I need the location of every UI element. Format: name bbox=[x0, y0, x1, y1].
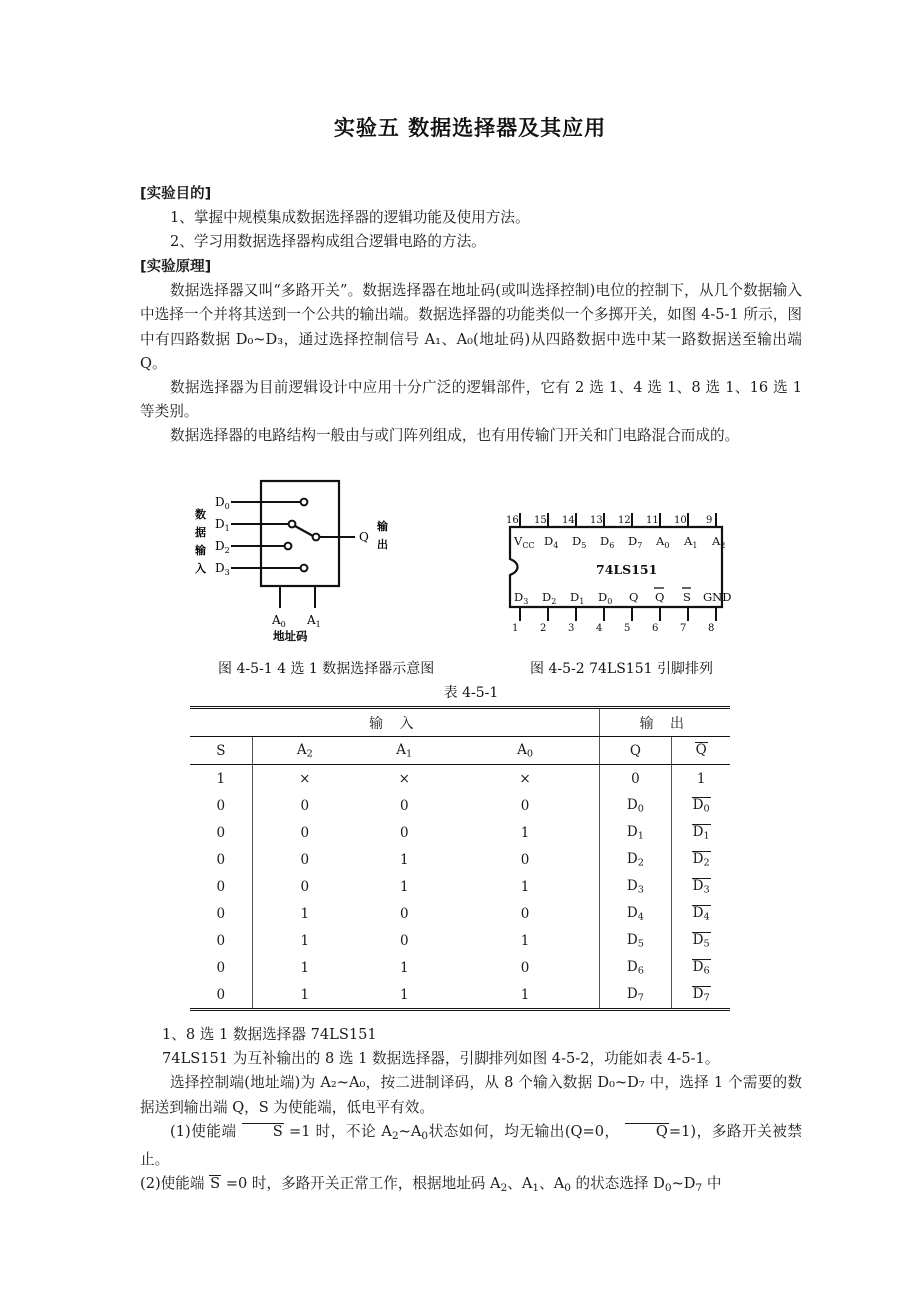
purpose-heading: [实验目的] bbox=[140, 186, 212, 202]
svg-text:1: 1 bbox=[512, 623, 519, 634]
table-row bbox=[190, 846, 730, 873]
cell-q: $D_6$ bbox=[599, 954, 672, 981]
cell-s: 0 bbox=[216, 824, 226, 841]
cell-q: 0 bbox=[599, 765, 672, 793]
svg-text:D7: $D_7$ bbox=[628, 534, 643, 550]
figure-mux-4to1 bbox=[185, 478, 415, 643]
svg-text:12: 12 bbox=[618, 515, 631, 526]
contact-d0 bbox=[301, 499, 308, 506]
cell-a1: 0 bbox=[399, 932, 409, 949]
contact-d2 bbox=[285, 543, 292, 550]
svg-text:VCC: $V_{CC}$ bbox=[514, 534, 535, 550]
lower-text-section bbox=[140, 1023, 802, 1200]
table-row bbox=[190, 927, 730, 954]
cell-s: 0 bbox=[216, 851, 226, 868]
bottom-pin-labels bbox=[514, 590, 731, 606]
table-row bbox=[190, 900, 730, 927]
principle-paragraph-3: 数据选择器的电路结构一般由与或门阵列组成，也有用传输门开关和门电路混合而成的。 bbox=[170, 427, 740, 445]
col-header-q: Q bbox=[599, 737, 672, 765]
cell-qn: $D_4$ bbox=[672, 900, 730, 927]
caption-figure-4-5-1: 图 4-5-1 4 选 1 数据选择器示意图 bbox=[218, 661, 435, 677]
table-column-header-row bbox=[190, 737, 730, 765]
cell-s: 0 bbox=[216, 959, 226, 976]
page-title: 实验五 数据选择器及其应用 bbox=[333, 116, 607, 140]
cell-a2: 0 bbox=[252, 819, 357, 846]
svg-text:D5: $D_5$ bbox=[572, 534, 587, 550]
cell-s: 0 bbox=[216, 797, 226, 814]
table-row bbox=[190, 873, 730, 900]
mux-schematic-svg bbox=[185, 478, 415, 643]
principle-section bbox=[140, 255, 802, 449]
cell-a2: 1 bbox=[252, 981, 357, 1010]
cell-a1: 1 bbox=[399, 878, 409, 895]
cell-a2: 0 bbox=[252, 873, 357, 900]
cell-a1: 0 bbox=[399, 824, 409, 841]
common-pole-contact bbox=[313, 534, 320, 541]
cell-q: $D_3$ bbox=[599, 873, 672, 900]
cell-qn: 1 bbox=[672, 765, 730, 793]
paragraph-address-control: 选择控制端(地址端)为 A₂~A₀，按二进制译码，从 8 个输入数据 D₀~D₇ 中，选择 1 个需要的数据送到输出端 Q，S 为使能端，低电平有效。 bbox=[140, 1074, 802, 1116]
principle-paragraph-2: 数据选择器为目前逻辑设计中应用十分广泛的逻辑部件，它有 2 选 1、4 选 1、8 选 1、16 选 1 等类别。 bbox=[140, 379, 802, 421]
principle-heading: [实验原理] bbox=[140, 259, 212, 275]
subsection-heading: 1、8 选 1 数据选择器 74LS151 bbox=[162, 1026, 377, 1043]
output-label-char-1: 输 bbox=[377, 520, 388, 533]
address-code-label: 地址码 bbox=[273, 629, 308, 643]
cell-s: 1 bbox=[216, 770, 226, 787]
caption-figure-4-5-2: 图 4-5-2 74LS151 引脚排列 bbox=[530, 661, 713, 677]
contact-d3 bbox=[301, 565, 308, 572]
cell-a0: 1 bbox=[452, 981, 600, 1010]
col-header-a1: $A_1$ bbox=[357, 737, 451, 765]
cell-a1: 1 bbox=[357, 981, 451, 1010]
output-label-char-2: 出 bbox=[377, 538, 388, 551]
cell-a0: 1 bbox=[520, 824, 530, 841]
cell-a0: 0 bbox=[520, 851, 530, 868]
purpose-item-1: 1、掌握中规模集成数据选择器的逻辑功能及使用方法。 bbox=[170, 209, 530, 227]
bottom-pin-stems bbox=[520, 607, 716, 621]
bottom-pin-numbers bbox=[512, 623, 714, 634]
cell-s: 0 bbox=[216, 905, 226, 922]
cell-q: $D_2$ bbox=[599, 846, 672, 873]
svg-text:A0: $A_0$ bbox=[656, 534, 670, 550]
selector-arm bbox=[295, 526, 313, 536]
svg-text:D2: $D_2$ bbox=[542, 590, 557, 606]
table-row bbox=[190, 819, 730, 846]
cell-a1: 1 bbox=[399, 959, 409, 976]
cell-a2: × bbox=[252, 765, 357, 793]
cell-q: $D_4$ bbox=[599, 900, 672, 927]
cell-a2: 1 bbox=[252, 900, 357, 927]
ic-part-number: 74LS151 bbox=[596, 562, 658, 577]
cell-a0: 0 bbox=[520, 959, 530, 976]
output-label-q: Q bbox=[359, 530, 369, 544]
cell-a0: 1 bbox=[520, 878, 530, 895]
cell-a0: × bbox=[519, 770, 531, 787]
top-pin-labels bbox=[513, 534, 725, 550]
cell-a1: 1 bbox=[399, 851, 409, 868]
input-label-d2: $D_2$ bbox=[215, 539, 230, 555]
group-header-inputs: 输 入 bbox=[190, 708, 599, 737]
table-row bbox=[190, 954, 730, 981]
cell-a2: 1 bbox=[252, 927, 357, 954]
cell-qn: $D_2$ bbox=[672, 846, 730, 873]
cell-qn: $D_6$ bbox=[672, 954, 730, 981]
svg-text:D0: $D_0$ bbox=[598, 590, 613, 606]
svg-text:9: 9 bbox=[706, 515, 713, 526]
cell-q: $D_1$ bbox=[599, 819, 672, 846]
svg-text:5: 5 bbox=[624, 623, 631, 634]
cell-qn: $D_0$ bbox=[672, 792, 730, 819]
cell-q: $D_5$ bbox=[599, 927, 672, 954]
paragraph-74ls151-intro: 74LS151 为互补输出的 8 选 1 数据选择器，引脚排列如图 4-5-2，功能如表 4-5-1。 bbox=[162, 1050, 720, 1068]
cell-a0: 1 bbox=[520, 932, 530, 949]
svg-text:A2: $A_2$ bbox=[712, 534, 726, 550]
cell-s: 0 bbox=[216, 878, 226, 895]
svg-text:A1: $A_1$ bbox=[684, 534, 698, 550]
figure-ic-pinout bbox=[492, 505, 740, 635]
table-group-header-row bbox=[190, 708, 730, 737]
input-label-d1: $D_1$ bbox=[215, 517, 230, 533]
principle-paragraph-1: 数据选择器又叫“多路开关”。数据选择器在地址码(或叫选择控制)电位的控制下，从几个数据输入中选择一个并将其送到一个公共的输出端。数据选择器的功能类似一个多掷开关，如图 4-5-1 所示，图中有四路数据 D₀~D₃，通过选择控制信号 A₁、A₀(地址码)从四路数据中选中某一路数据送至输出端 Q。 bbox=[140, 282, 802, 372]
cell-a2: 1 bbox=[252, 954, 357, 981]
svg-text:6: 6 bbox=[652, 623, 659, 634]
svg-text:7: 7 bbox=[680, 623, 687, 634]
svg-text:11: 11 bbox=[646, 515, 659, 526]
svg-text:3: 3 bbox=[568, 623, 575, 634]
cell-qn: $D_3$ bbox=[672, 873, 730, 900]
col-header-a0: $A_0$ bbox=[452, 737, 600, 765]
cell-q: $D_7$ bbox=[599, 981, 672, 1010]
cell-a1: 0 bbox=[399, 905, 409, 922]
input-label-d3: $D_3$ bbox=[215, 561, 230, 577]
svg-text:D1: $D_1$ bbox=[570, 590, 585, 606]
purpose-section bbox=[140, 182, 802, 255]
contact-d1 bbox=[289, 521, 296, 528]
svg-text:15: 15 bbox=[534, 515, 547, 526]
svg-text:D3: $D_3$ bbox=[514, 590, 529, 606]
cell-q: $D_0$ bbox=[599, 792, 672, 819]
cell-a0: 0 bbox=[520, 797, 530, 814]
group-header-outputs: 输 出 bbox=[599, 708, 730, 737]
address-label-a0: $A_0$ bbox=[272, 613, 286, 629]
svg-text:S: S bbox=[683, 590, 691, 604]
table-row bbox=[190, 981, 730, 1010]
cell-a1: 0 bbox=[399, 797, 409, 814]
cell-s: 0 bbox=[190, 981, 252, 1010]
cell-a0: 0 bbox=[520, 905, 530, 922]
cell-a2: 0 bbox=[252, 792, 357, 819]
truth-table bbox=[190, 706, 730, 1011]
svg-text:14: 14 bbox=[562, 515, 575, 526]
note-enable-high: (1)使能端 S =1 时，不论 $A_2\sim A_0$状态如何，均无输出(Q=0， Q=1)，多路开关被禁止。 bbox=[140, 1122, 802, 1168]
table-caption: 表 4-5-1 bbox=[443, 685, 499, 701]
table-row bbox=[190, 792, 730, 819]
input-label-d0: $D_0$ bbox=[215, 495, 230, 511]
svg-text:4: 4 bbox=[596, 623, 603, 634]
svg-text:8: 8 bbox=[708, 623, 715, 634]
svg-text:D4: $D_4$ bbox=[544, 534, 559, 550]
cell-qn: $D_7$ bbox=[672, 981, 730, 1010]
cell-a1: × bbox=[398, 770, 410, 787]
note-enable-low: (2)使能端 S =0 时，多路开关正常工作，根据地址码 $A_2$、$A_1$、$A_0$ 的状态选择 $D_0\sim D_7$ 中 bbox=[140, 1175, 722, 1195]
cell-qn: $D_1$ bbox=[672, 819, 730, 846]
col-header-a2: $A_2$ bbox=[252, 737, 357, 765]
data-input-label-char-1: 数 bbox=[195, 508, 206, 521]
svg-text:D6: $D_6$ bbox=[600, 534, 615, 550]
mux-body-box bbox=[261, 481, 339, 586]
data-input-label-char-4: 入 bbox=[195, 562, 206, 575]
cell-a2: 0 bbox=[252, 846, 357, 873]
data-input-label-char-2: 据 bbox=[195, 526, 206, 539]
cell-s: 0 bbox=[216, 932, 226, 949]
svg-text:GND: GND bbox=[703, 590, 732, 604]
svg-text:Q: Q bbox=[629, 590, 639, 604]
col-header-qn: Q bbox=[672, 737, 730, 765]
svg-text:10: 10 bbox=[674, 515, 687, 526]
data-input-label-char-3: 输 bbox=[195, 544, 206, 557]
svg-text:13: 13 bbox=[590, 515, 603, 526]
top-pin-numbers bbox=[506, 515, 712, 526]
svg-text:16: 16 bbox=[506, 515, 519, 526]
col-header-s: S bbox=[190, 737, 252, 765]
svg-text:Q: Q bbox=[655, 590, 665, 604]
svg-text:2: 2 bbox=[540, 623, 547, 634]
ic-pinout-svg bbox=[492, 505, 740, 635]
cell-qn: $D_5$ bbox=[672, 927, 730, 954]
address-label-a1: $A_1$ bbox=[307, 613, 321, 629]
table-row bbox=[190, 765, 730, 793]
purpose-item-2: 2、学习用数据选择器构成组合逻辑电路的方法。 bbox=[170, 233, 486, 251]
